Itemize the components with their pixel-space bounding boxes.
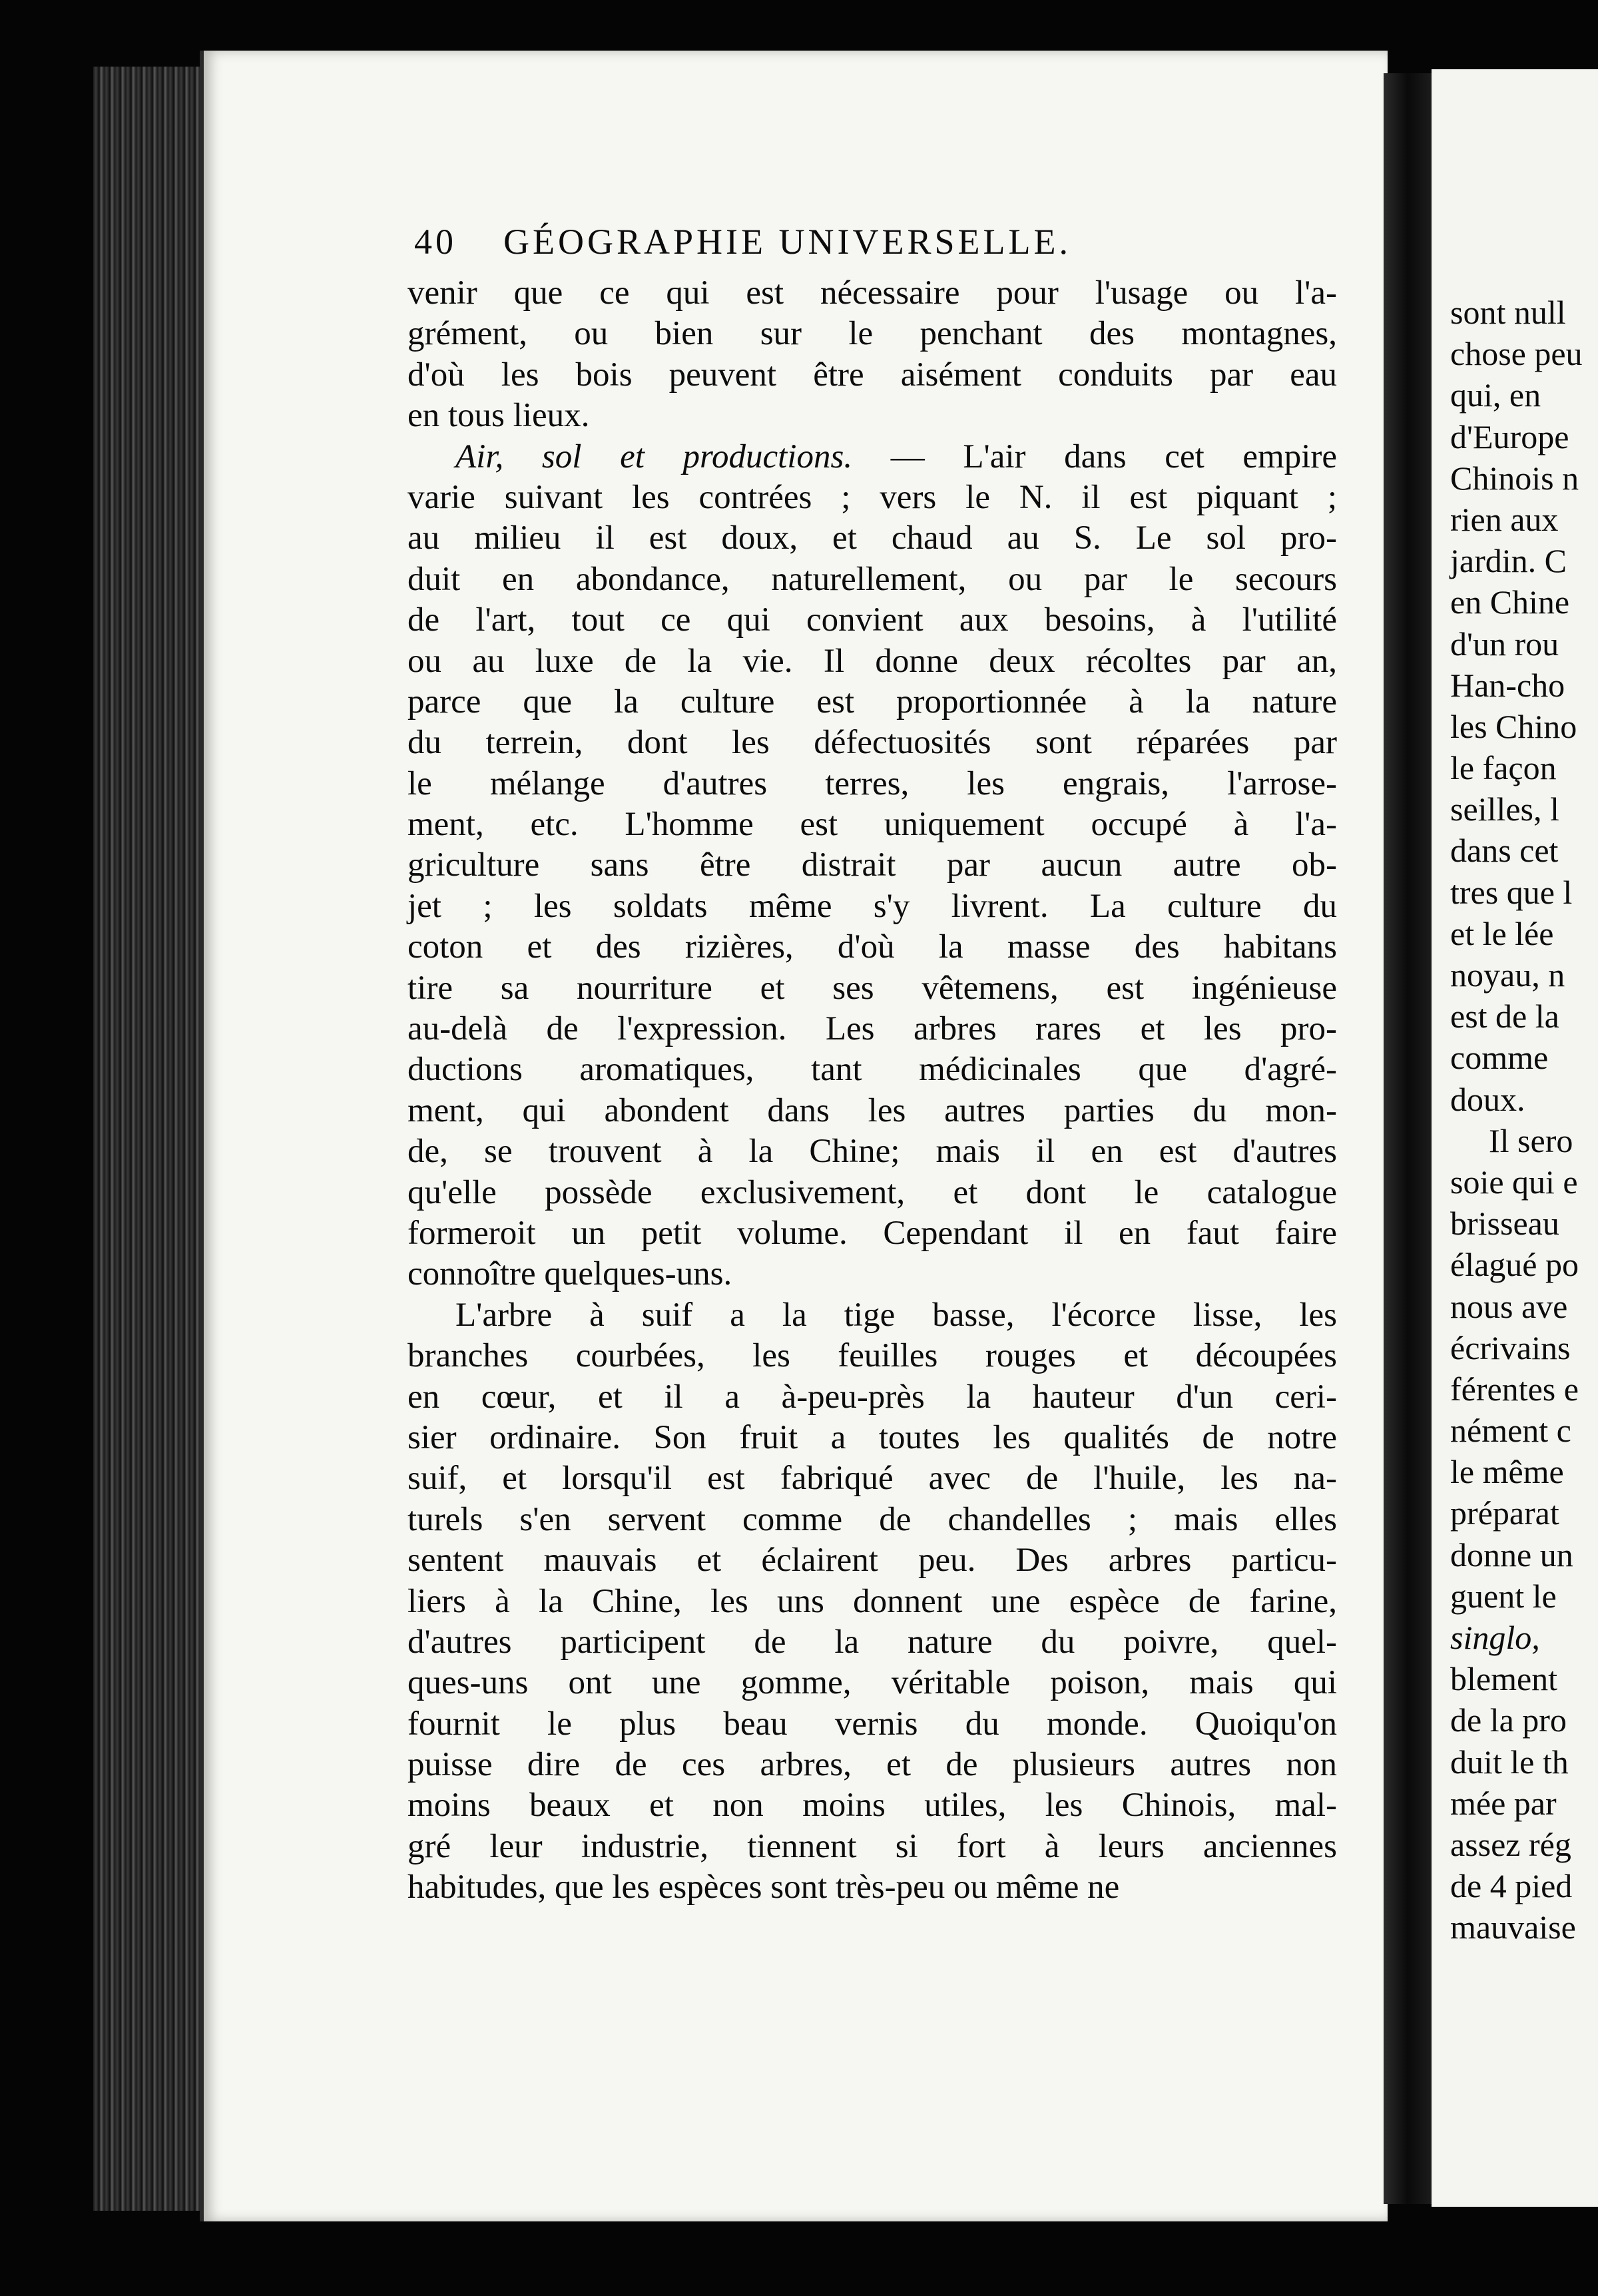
- text-line: varie suivant les contrées ; vers le N. il est piquant ;: [407, 478, 1337, 516]
- text-line: ment, qui abondent dans les autres parties du mon-: [407, 1091, 1337, 1129]
- text-line: ou au luxe de la vie. Il donne deux récoltes par an,: [407, 642, 1337, 680]
- text-line: branches courbées, les feuilles rouges et découpées: [407, 1337, 1337, 1375]
- text-line: d'où les bois peuvent être aisément conduits par eau: [407, 356, 1337, 394]
- main-text-block: [407, 273, 1337, 1908]
- text-line: sentent mauvais et éclairent peu. Des arbres particu-: [407, 1542, 1337, 1579]
- right-text-line: Chinois n: [1450, 459, 1579, 497]
- right-text-line: jardin. C: [1450, 542, 1567, 580]
- right-text-line: sont null: [1450, 294, 1566, 331]
- text-line: grément, ou bien sur le penchant des montagnes,: [407, 315, 1337, 353]
- text-line: en cœur, et il a à-peu-près la hauteur d'un ceri-: [407, 1378, 1337, 1416]
- text-line: duit en abondance, naturellement, ou par le secours: [407, 560, 1337, 598]
- running-title: GÉOGRAPHIE UNIVERSELLE.: [503, 222, 1071, 262]
- right-text-line: qui, en: [1450, 376, 1541, 414]
- text-line: au-delà de l'expression. Les arbres rares et les pro-: [407, 1010, 1337, 1048]
- text-line: sier ordinaire. Son fruit a toutes les qualités de notre: [407, 1418, 1337, 1456]
- text-line: griculture sans être distrait par aucun autre ob-: [407, 846, 1337, 884]
- text-line: ques-uns ont une gomme, véritable poison, mais qui: [407, 1664, 1337, 1702]
- right-text-line: écrivains: [1450, 1328, 1571, 1366]
- right-text-line: d'un rou: [1450, 625, 1559, 663]
- text-line: venir que ce qui est nécessaire pour l'usage ou l'a-: [407, 274, 1337, 312]
- right-text-line: de la pro: [1450, 1701, 1567, 1739]
- right-text-line: singlo,: [1450, 1619, 1540, 1656]
- text-line: suif, et lorsqu'il est fabriqué avec de l'huile, les na-: [407, 1460, 1337, 1498]
- text-line: de, se trouvent à la Chine; mais il en est d'autres: [407, 1133, 1337, 1171]
- right-page-text: [1450, 292, 1598, 1948]
- text-line: le mélange d'autres terres, les engrais, l'arrose-: [407, 764, 1337, 802]
- right-text-line: mauvaise: [1450, 1908, 1576, 1946]
- text-line: formeroit un petit volume. Cependant il en faut faire: [407, 1214, 1337, 1252]
- text-line: gré leur industrie, tiennent si fort à leurs anciennes: [407, 1827, 1337, 1865]
- text-line: connoître quelques-uns.: [407, 1255, 732, 1293]
- text-line: de l'art, tout ce qui convient aux besoins, à l'utilité: [407, 601, 1337, 639]
- text-line: parce que la culture est proportionnée à la nature: [407, 683, 1337, 720]
- right-text-line: nous ave: [1450, 1287, 1568, 1325]
- right-text-line: élagué po: [1450, 1246, 1579, 1284]
- text-line: habitudes, que les espèces sont très-peu ou même ne: [407, 1868, 1120, 1906]
- right-text-line: nément c: [1450, 1412, 1571, 1450]
- right-text-line: tres que l: [1450, 873, 1573, 911]
- text-line: au milieu il est doux, et chaud au S. Le sol pro-: [407, 519, 1337, 557]
- right-text-line: Il sero: [1489, 1121, 1573, 1159]
- text-line: ment, etc. L'homme est uniquement occupé à l'a-: [407, 806, 1337, 844]
- right-text-line: le même: [1450, 1453, 1564, 1491]
- text-line: L'arbre à suif a la tige basse, l'écorce lisse, les: [455, 1296, 1337, 1334]
- right-text-line: en Chine: [1450, 583, 1570, 621]
- right-text-line: soie qui e: [1450, 1163, 1578, 1201]
- section-heading-rest: — L'air dans cet empire: [852, 437, 1337, 475]
- right-text-line: préparat: [1450, 1494, 1559, 1532]
- right-text-line: noyau, n: [1450, 956, 1565, 994]
- text-line: liers à la Chine, les uns donnent une espèce de farine,: [407, 1582, 1337, 1620]
- right-text-line: chose peu: [1450, 335, 1583, 373]
- book-spine: [1384, 73, 1432, 2204]
- text-line: d'autres participent de la nature du poivre, quel-: [407, 1623, 1337, 1661]
- text-line: tire sa nourriture et ses vêtemens, est ingénieuse: [407, 969, 1337, 1007]
- text-line: turels s'en servent comme de chandelles ; mais elles: [407, 1500, 1337, 1538]
- right-text-line: rien aux: [1450, 500, 1559, 538]
- running-head: [414, 212, 1346, 272]
- right-text-line: seilles, l: [1450, 790, 1559, 828]
- right-text-line: mée par: [1450, 1784, 1557, 1822]
- right-text-line: guent le: [1450, 1577, 1557, 1615]
- right-text-line: blement: [1450, 1660, 1558, 1698]
- right-text-line: comme: [1450, 1039, 1549, 1077]
- text-line: du terrein, dont les défectuosités sont réparées par: [407, 724, 1337, 762]
- text-line: jet ; les soldats même s'y livrent. La culture du: [407, 887, 1337, 925]
- right-text-line: le façon: [1450, 749, 1557, 787]
- right-text-line: donne un: [1450, 1536, 1573, 1574]
- right-text-line: d'Europe: [1450, 418, 1569, 455]
- section-heading: Air, sol et productions.: [455, 437, 853, 475]
- text-line: coton et des rizières, d'où la masse des habitans: [407, 928, 1337, 966]
- text-line: moins beaux et non moins utiles, les Chinois, mal-: [407, 1787, 1337, 1825]
- text-line: puisse dire de ces arbres, et de plusieurs autres non: [407, 1746, 1337, 1784]
- right-text-line: assez rég: [1450, 1825, 1571, 1863]
- right-text-line: de 4 pied: [1450, 1867, 1573, 1905]
- right-text-line: dans cet: [1450, 832, 1559, 870]
- text-line: fournit le plus beau vernis du monde. Quoiqu'on: [407, 1705, 1337, 1743]
- text-line: qu'elle possède exclusivement, et dont le catalogue: [407, 1173, 1337, 1211]
- right-text-line: doux.: [1450, 1080, 1525, 1118]
- right-text-line: brisseau: [1450, 1205, 1559, 1243]
- page-number: 40: [414, 222, 457, 262]
- right-text-line: est de la: [1450, 998, 1559, 1035]
- right-text-line: Han-cho: [1450, 666, 1565, 704]
- right-text-line: les Chino: [1450, 707, 1577, 745]
- right-text-line: duit le th: [1450, 1743, 1569, 1781]
- text-line: ductions aromatiques, tant médicinales que d'agré-: [407, 1051, 1337, 1089]
- book-gutter: [93, 67, 200, 2211]
- text-line: [407, 437, 1337, 477]
- right-text-line: férentes e: [1450, 1370, 1579, 1408]
- right-text-line: et le lée: [1450, 914, 1554, 952]
- text-line: en tous lieux.: [407, 397, 590, 435]
